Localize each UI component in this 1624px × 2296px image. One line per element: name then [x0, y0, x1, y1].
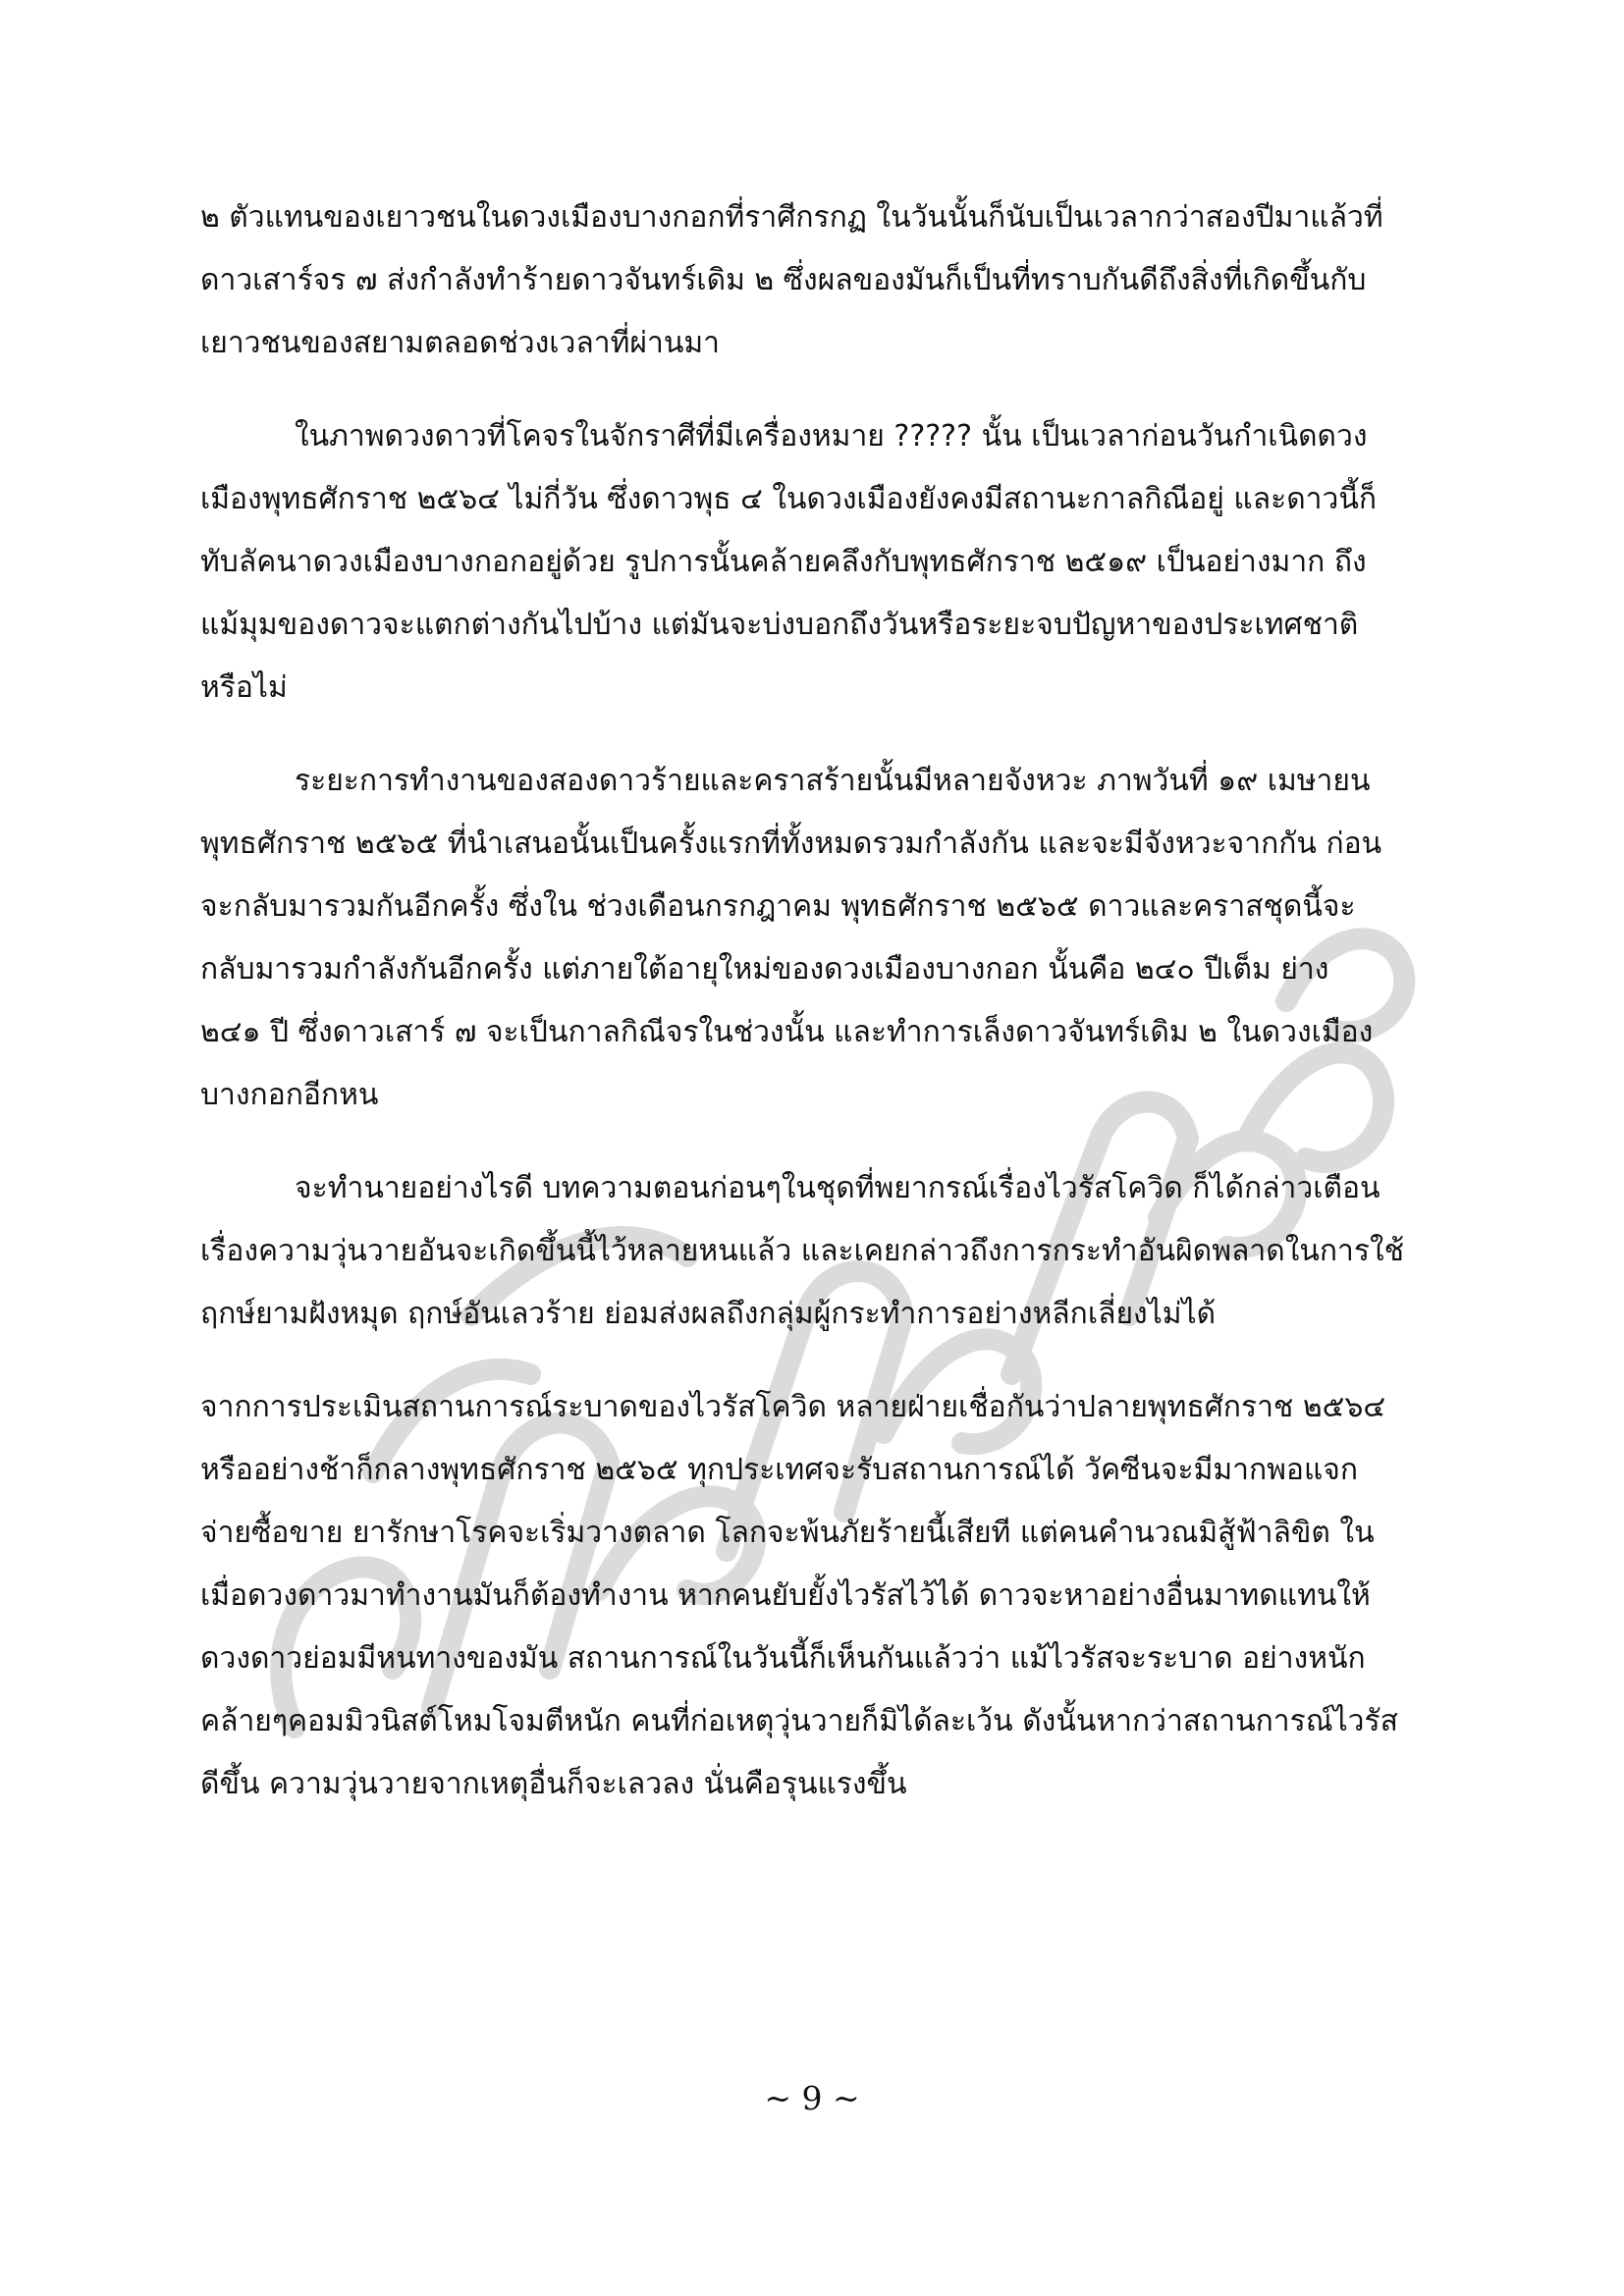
text-line: ในภาพดวงดาวที่โคจรในจักราศีที่มีเครื่องหมาย ????? นั้น เป็นเวลาก่อนวันกำเนิดดวง: [295, 419, 1368, 454]
paragraph-5: [200, 1376, 1428, 1816]
page-number: ~ 9 ~: [764, 2079, 860, 2117]
text-line: ๒ ตัวแทนของเยาวชนในดวงเมืองบางกอกที่ราศีกรกฏ ในวันนั้นก็นับเป็นเวลากว่าสองปีมาแล้วที่: [200, 200, 1383, 235]
text-line: หรืออย่างช้าก็กลางพุทธศักราช ๒๕๖๕ ทุกประเทศจะรับสถานการณ์ได้ วัคซีนจะมีมากพอแจก: [200, 1453, 1359, 1487]
text-line: ระยะการทำงานของสองดาวร้ายและคราสร้ายนั้นมีหลายจังหวะ ภาพวันที่ ๑๙ เมษายน: [295, 764, 1371, 798]
text-line: ฤกษ์ยามฝังหมุด ฤกษ์อันเลวร้าย ย่อมส่งผลถึงกลุ่มผู้กระทำการอย่างหลีกเลี่ยงไม่ได้: [200, 1297, 1217, 1331]
text-line: หรือไม่: [200, 670, 288, 705]
text-line: จะกลับมารวมกันอีกครั้ง ซึ่งใน ช่วงเดือนกรกฎาคม พุทธศักราช ๒๕๖๕ ดาวและคราสชุดนี้จะ: [200, 889, 1356, 924]
text-line: จะทำนายอย่างไรดี บทความตอนก่อนๆในชุดที่พยากรณ์เรื่องไวรัสโควิด ก็ได้กล่าวเตือน: [295, 1171, 1380, 1205]
text-line: พุทธศักราช ๒๕๖๕ ที่นำเสนอนั้นเป็นครั้งแรกที่ทั้งหมดรวมกำลังกัน และจะมีจังหวะจากกัน ก่อน: [200, 827, 1382, 861]
text-line: คล้ายๆคอมมิวนิสต์โหมโจมตีหนัก คนที่ก่อเหตุวุ่นวายก็มิได้ละเว้น ดังนั้นหากว่าสถานการณ์ไวรัส: [200, 1704, 1398, 1738]
text-line: จากการประเมินสถานการณ์ระบาดของไวรัสโควิด หลายฝ่ายเชื่อกันว่าปลายพุทธศักราช ๒๕๖๔: [200, 1390, 1386, 1424]
text-line: ดาวเสาร์จร ๗ ส่งกำลังทำร้ายดาวจันทร์เดิม ๒ ซึ่งผลของมันก็เป็นที่ทราบกันดีถึงสิ่งที่เกิดขึ้นกับ: [200, 263, 1367, 297]
text-line: ดวงดาวย่อมมีหนทางของมัน สถานการณ์ในวันนี้ก็เห็นกันแล้วว่า แม้ไวรัสจะระบาด อย่างหนัก: [200, 1641, 1366, 1676]
text-line: ทับลัคนาดวงเมืองบางกอกอยู่ด้วย รูปการนั้นคล้ายคลึงกับพุทธศักราช ๒๕๑๙ เป็นอย่างมาก ถึง: [200, 545, 1367, 579]
paragraph-2: [200, 405, 1428, 720]
paragraph-3: [200, 750, 1428, 1127]
text-line: บางกอกอีกหน: [200, 1078, 379, 1112]
text-line: แม้มุมของดาวจะแตกต่างกันไปบ้าง แต่มันจะบ่งบอกถึงวันหรือระยะจบปัญหาของประเทศชาติ: [200, 608, 1359, 642]
text-line: เมืองพุทธศักราช ๒๕๖๔ ไม่กี่วัน ซึ่งดาวพุธ ๔ ในดวงเมืองยังคงมีสถานะกาลกิณีอยู่ และดาวนี้ก็: [200, 482, 1378, 516]
text-line: จ่ายซื้อขาย ยารักษาโรคจะเริ่มวางตลาด โลกจะพ้นภัยร้ายนี้เสียที แต่คนคำนวณมิสู้ฟ้าลิขิต ใน: [200, 1516, 1375, 1550]
document-body: [200, 187, 1428, 1846]
text-line: ๒๔๑ ปี ซึ่งดาวเสาร์ ๗ จะเป็นกาลกิณีจรในช่วงนั้น และทำการเล็งดาวจันทร์เดิม ๒ ในดวงเมือง: [200, 1015, 1374, 1049]
text-line: ดีขึ้น ความวุ่นวายจากเหตุอื่นก็จะเลวลง นั่นคือรุนแรงขึ้น: [200, 1767, 907, 1801]
paragraph-4: [200, 1157, 1428, 1346]
text-line: กลับมารวมกำลังกันอีกครั้ง แต่ภายใต้อายุใหม่ของดวงเมืองบางกอก นั้นคือ ๒๔๐ ปีเต็ม ย่าง: [200, 952, 1329, 987]
text-line: เยาวชนของสยามตลอดช่วงเวลาที่ผ่านมา: [200, 326, 720, 360]
text-line: เรื่องความวุ่นวายอันจะเกิดขึ้นนี้ไว้หลายหนแล้ว และเคยกล่าวถึงการกระทำอันผิดพลาดในการใช้: [200, 1234, 1405, 1268]
text-line: เมื่อดวงดาวมาทำงานมันก็ต้องทำงาน หากคนยับยั้งไวรัสไว้ได้ ดาวจะหาอย่างอื่นมาทดแทนให้: [200, 1578, 1371, 1613]
paragraph-1: [200, 187, 1428, 375]
